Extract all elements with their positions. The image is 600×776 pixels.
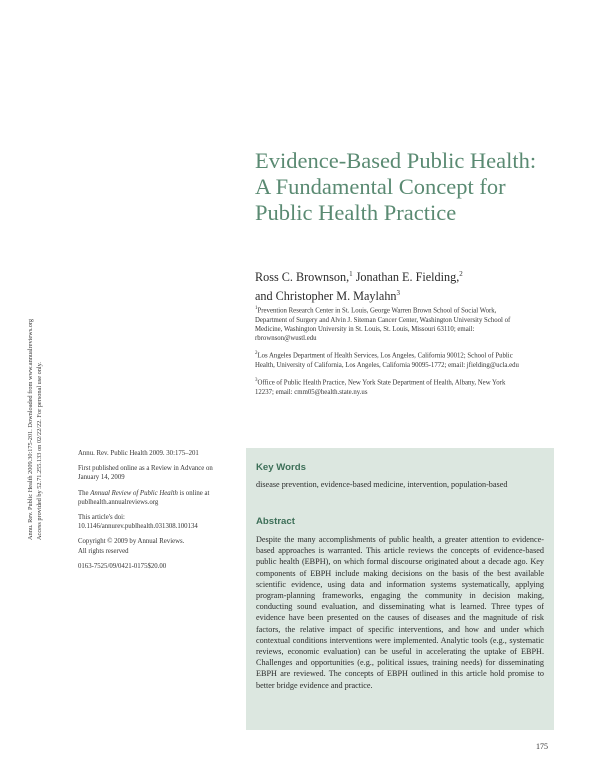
author-name: Jonathan E. Fielding, bbox=[355, 270, 460, 285]
affiliation-text: Los Angeles Department of Health Services, Los Angeles, California 90012; School of Public Health, University of California, Los Angeles, California 90095-1772; email: jfielding@ucla.edu bbox=[255, 352, 519, 370]
rights-line: All rights reserved bbox=[78, 547, 129, 555]
download-notice-line1: Annu. Rev. Public Health 2009.30:175-201. Downloaded from www.annualreviews.org bbox=[27, 319, 34, 540]
keywords-heading: Key Words bbox=[256, 462, 306, 473]
author-affiliation-mark: 2 bbox=[459, 270, 463, 278]
author-name: Christopher M. Maylahn bbox=[275, 289, 397, 304]
author-name: Ross C. Brownson, bbox=[255, 270, 350, 285]
author-list bbox=[255, 266, 555, 304]
journal-name: Annual Review of Public Health bbox=[90, 489, 178, 497]
affiliation-number: 3 bbox=[255, 378, 258, 384]
copyright-block bbox=[78, 537, 228, 555]
abstract-heading: Abstract bbox=[256, 516, 295, 527]
download-notice bbox=[27, 140, 44, 540]
issn-line: 0163-7525/09/0421-0175$20.00 bbox=[78, 562, 167, 570]
author-conjunction: and bbox=[255, 289, 273, 304]
affiliations bbox=[255, 304, 525, 403]
affiliation-text: Prevention Research Center in St. Louis, George Warren Brown School of Social Work, Department of Surgery and Alvin J. Siteman Cancer Center, Washington University School of Medicine, Washington University in St. Louis, St. Louis, Missouri 63110; email: rbrownson@wustl.edu bbox=[255, 307, 511, 343]
affiliation-number: 1 bbox=[255, 306, 258, 311]
article-title: Evidence-Based Public Health: A Fundamental Concept for Public Health Practice bbox=[255, 148, 537, 225]
affiliation-item bbox=[255, 349, 525, 370]
affiliation-number: 2 bbox=[255, 351, 258, 357]
copyright-line: Copyright © 2009 by Annual Reviews. bbox=[78, 538, 185, 546]
doi-label: This article's doi: bbox=[78, 514, 125, 522]
online-note bbox=[78, 489, 228, 507]
online-note-prefix: The bbox=[78, 489, 89, 497]
publication-info bbox=[78, 449, 228, 577]
download-notice-line2: Access provided by 52.71.255.133 on 02/22/22. For personal use only. bbox=[35, 362, 43, 540]
author-affiliation-mark: 3 bbox=[396, 289, 401, 298]
doi-value: 10.1146/annurev.publhealth.031308.100134 bbox=[78, 523, 198, 531]
affiliation-item bbox=[255, 304, 525, 343]
page-number: 175 bbox=[536, 742, 548, 751]
online-note-suffix: is online at publhealth.annualreviews.org bbox=[78, 489, 210, 506]
affiliation-item bbox=[255, 376, 525, 397]
author-affiliation-mark: 1 bbox=[349, 270, 353, 278]
abstract-text: Despite the many accomplishments of public health, a greater attention to evidence-based approaches is warranted. This article reviews the concepts of evidence-based public health (EBPH), on which formal discourse originated about a decade ago. Key components of EBPH include making decisions on the basis of the best available scientific evidence, using data and information systems systematically, applying program-planning frameworks, engaging the community in decision making, conducting sound evaluation, and disseminating what is learned. Three types of evidence have been presented on the causes of diseases and the magnitude of risk factors, the relative impact of specific interventions, and how and under which contextual conditions interventions were implemented. Analytic tools (e.g., systematic reviews, economic evaluation) can be useful in accelerating the uptake of EBPH. Challenges and opportunities (e.g., political issues, training needs) for disseminating EBPH are reviewed. The concepts of EBPH outlined in this article hold promise to better bridge evidence and practice. bbox=[256, 535, 544, 690]
keywords-text: disease prevention, evidence-based medicine, intervention, population-based bbox=[256, 480, 508, 489]
journal-citation: Annu. Rev. Public Health 2009. 30:175–201 bbox=[78, 450, 199, 457]
abstract-box bbox=[246, 448, 554, 730]
doi-block bbox=[78, 513, 228, 531]
first-published-note: First published online as a Review in Advance on January 14, 2009 bbox=[78, 465, 213, 482]
affiliation-text: Office of Public Health Practice, New York State Department of Health, Albany, New York 12237; email: cmm05@health.state.ny.us bbox=[255, 379, 506, 396]
